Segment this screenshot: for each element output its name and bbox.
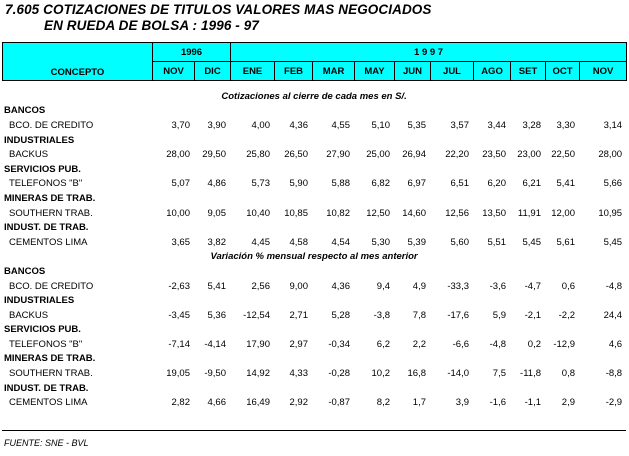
- table-title-line2: EN RUEDA DE BOLSA : 1996 - 97: [44, 18, 259, 33]
- value-cell: -9,50: [204, 368, 226, 380]
- value-cell: 5,45: [603, 236, 623, 248]
- value-cell: 24,4: [603, 309, 623, 321]
- table-row: [2, 147, 626, 162]
- item-label: CEMENTOS LIMA: [9, 397, 88, 409]
- item-label: SOUTHERN TRAB.: [9, 207, 93, 219]
- table-row: [2, 118, 626, 133]
- value-cell: 5,45: [522, 236, 541, 248]
- item-label: TELEFONOS "B": [9, 178, 83, 190]
- value-cell: 3,30: [556, 119, 575, 131]
- item-label: BACKUS: [9, 149, 49, 161]
- value-cell: 9,4: [376, 280, 390, 292]
- month-header: DIC: [195, 62, 231, 81]
- item-label: BCO. DE CREDITO: [9, 280, 94, 292]
- value-cell: 5,9: [492, 309, 506, 321]
- value-cell: 0,2: [527, 338, 541, 350]
- year-1996-header: 1996: [153, 43, 231, 62]
- value-cell: 16,49: [246, 397, 270, 409]
- month-header: MAR: [313, 62, 355, 81]
- table-row: [2, 337, 626, 352]
- category-label: BANCOS: [4, 265, 46, 277]
- value-cell: 25,80: [246, 149, 270, 161]
- value-cell: 4,9: [412, 280, 426, 292]
- value-cell: 5,41: [556, 178, 575, 190]
- value-cell: 23,00: [517, 149, 541, 161]
- value-cell: 2,97: [289, 338, 308, 350]
- category-label: BANCOS: [4, 105, 46, 117]
- item-label: BACKUS: [9, 309, 49, 321]
- table-header: [2, 42, 627, 81]
- value-cell: -14,0: [447, 368, 469, 380]
- table-title-line1: 7.605 COTIZACIONES DE TITULOS VALORES MAS NEGOCIADOS: [5, 2, 432, 17]
- value-cell: 5,61: [556, 236, 575, 248]
- value-cell: 12,50: [366, 207, 390, 219]
- section-title-row: [2, 250, 626, 265]
- value-cell: 27,90: [326, 149, 350, 161]
- value-cell: 5,90: [289, 178, 308, 190]
- value-cell: -2,2: [558, 309, 575, 321]
- table-row: [2, 177, 626, 192]
- value-cell: 4,33: [289, 368, 308, 380]
- value-cell: -2,1: [524, 309, 541, 321]
- value-cell: 4,66: [207, 397, 226, 409]
- value-cell: 4,58: [289, 236, 308, 248]
- value-cell: 19,05: [166, 368, 190, 380]
- value-cell: 6,20: [487, 178, 506, 190]
- month-header: MAY: [355, 62, 395, 81]
- value-cell: 5,88: [331, 178, 350, 190]
- category-label: INDUST. DE TRAB.: [4, 222, 89, 234]
- category-label: INDUST. DE TRAB.: [4, 382, 89, 394]
- value-cell: -0,34: [328, 338, 350, 350]
- value-cell: 16,8: [407, 368, 426, 380]
- value-cell: -3,8: [373, 309, 390, 321]
- value-cell: 10,00: [166, 207, 190, 219]
- year-1997-header: 1 9 9 7: [231, 43, 627, 62]
- value-cell: 3,90: [207, 119, 226, 131]
- month-header: NOV: [580, 62, 627, 81]
- value-cell: 10,85: [284, 207, 308, 219]
- value-cell: 4,36: [289, 119, 308, 131]
- value-cell: 4,6: [608, 338, 623, 350]
- value-cell: 4,45: [251, 236, 270, 248]
- value-cell: 10,2: [371, 368, 390, 380]
- value-cell: 3,28: [522, 119, 541, 131]
- category-row: [2, 220, 626, 235]
- value-cell: 3,57: [450, 119, 469, 131]
- value-cell: -4,7: [524, 280, 541, 292]
- value-cell: 0,8: [561, 368, 575, 380]
- section-title-row: [2, 89, 626, 104]
- table-row: [2, 395, 626, 410]
- category-row: [2, 352, 626, 367]
- category-row: [2, 381, 626, 396]
- value-cell: -2,9: [605, 397, 623, 409]
- value-cell: -2,63: [168, 280, 190, 292]
- value-cell: -17,6: [447, 309, 469, 321]
- value-cell: 13,50: [482, 207, 506, 219]
- value-cell: 5,39: [407, 236, 426, 248]
- month-header: AGO: [474, 62, 511, 81]
- source-note: FUENTE: SNE - BVL: [4, 438, 89, 448]
- value-cell: -33,3: [447, 280, 469, 292]
- value-cell: 23,50: [482, 149, 506, 161]
- category-row: [2, 264, 626, 279]
- value-cell: 12,00: [551, 207, 575, 219]
- value-cell: 2,2: [412, 338, 426, 350]
- category-row: [2, 162, 626, 177]
- category-row: [2, 191, 626, 206]
- value-cell: 2,82: [171, 397, 190, 409]
- value-cell: 6,21: [522, 178, 541, 190]
- value-cell: -1,6: [489, 397, 506, 409]
- value-cell: 4,54: [331, 236, 350, 248]
- category-label: INDUSTRIALES: [4, 295, 75, 307]
- concepto-header: CONCEPTO: [3, 43, 153, 81]
- value-cell: 9,05: [207, 207, 226, 219]
- value-cell: 3,82: [207, 236, 226, 248]
- value-cell: 1,7: [412, 397, 426, 409]
- section-title: Cotizaciones al cierre de cada mes en S/.: [221, 90, 407, 102]
- value-cell: 2,71: [289, 309, 308, 321]
- item-label: TELEFONOS "B": [9, 338, 83, 350]
- category-label: SERVICIOS PUB.: [4, 163, 81, 175]
- value-cell: 6,2: [376, 338, 390, 350]
- value-cell: 12,56: [445, 207, 469, 219]
- month-header: NOV: [153, 62, 195, 81]
- value-cell: 5,51: [487, 236, 506, 248]
- value-cell: 6,97: [407, 178, 426, 190]
- value-cell: 5,73: [251, 178, 270, 190]
- table-row: [2, 206, 626, 221]
- value-cell: 10,40: [246, 207, 270, 219]
- value-cell: 4,86: [207, 178, 226, 190]
- table-row: [2, 235, 626, 250]
- value-cell: 28,00: [166, 149, 190, 161]
- item-label: SOUTHERN TRAB.: [9, 368, 93, 380]
- value-cell: -4,8: [605, 280, 623, 292]
- value-cell: -6,6: [452, 338, 469, 350]
- value-cell: 28,00: [598, 149, 623, 161]
- category-label: MINERAS DE TRAB.: [4, 353, 96, 365]
- month-header: OCT: [546, 62, 580, 81]
- value-cell: 7,8: [412, 309, 426, 321]
- value-cell: 5,10: [371, 119, 390, 131]
- table-row: [2, 279, 626, 294]
- value-cell: 5,30: [371, 236, 390, 248]
- month-header: FEB: [275, 62, 313, 81]
- value-cell: 6,82: [371, 178, 390, 190]
- value-cell: -8,8: [605, 368, 623, 380]
- value-cell: 26,50: [284, 149, 308, 161]
- value-cell: 4,55: [331, 119, 350, 131]
- month-header: SET: [511, 62, 546, 81]
- value-cell: -0,28: [328, 368, 350, 380]
- value-cell: 2,56: [251, 280, 270, 292]
- bottom-rule: [2, 430, 626, 431]
- value-cell: 17,90: [246, 338, 270, 350]
- value-cell: 4,00: [251, 119, 270, 131]
- value-cell: 5,66: [603, 178, 623, 190]
- month-header: JUN: [395, 62, 431, 81]
- value-cell: -3,6: [489, 280, 506, 292]
- item-label: CEMENTOS LIMA: [9, 236, 88, 248]
- value-cell: 10,82: [326, 207, 350, 219]
- value-cell: 29,50: [202, 149, 226, 161]
- value-cell: 4,36: [331, 280, 350, 292]
- value-cell: 8,2: [376, 397, 390, 409]
- category-label: SERVICIOS PUB.: [4, 324, 81, 336]
- value-cell: -12,54: [243, 309, 270, 321]
- value-cell: -4,14: [204, 338, 226, 350]
- value-cell: 0,6: [561, 280, 575, 292]
- value-cell: 9,00: [289, 280, 308, 292]
- category-row: [2, 133, 626, 148]
- value-cell: -12,9: [553, 338, 575, 350]
- value-cell: 5,41: [207, 280, 226, 292]
- section-title: Variación % mensual respecto al mes anterior: [210, 251, 418, 263]
- value-cell: 3,65: [171, 236, 190, 248]
- value-cell: -0,87: [328, 397, 350, 409]
- category-row: [2, 104, 626, 119]
- table-row: [2, 366, 626, 381]
- month-header: ENE: [231, 62, 275, 81]
- value-cell: -11,8: [520, 368, 541, 380]
- value-cell: 25,00: [366, 149, 390, 161]
- table-row: [2, 308, 626, 323]
- value-cell: -4,8: [489, 338, 506, 350]
- month-header: JUL: [431, 62, 474, 81]
- value-cell: 7,5: [492, 368, 506, 380]
- value-cell: 14,60: [402, 207, 426, 219]
- value-cell: 22,20: [445, 149, 469, 161]
- value-cell: 5,60: [450, 236, 469, 248]
- value-cell: 5,28: [331, 309, 350, 321]
- value-cell: 14,92: [246, 368, 270, 380]
- value-cell: 3,9: [455, 397, 469, 409]
- value-cell: 10,95: [598, 207, 623, 219]
- value-cell: -1,1: [524, 397, 541, 409]
- value-cell: 3,44: [487, 119, 506, 131]
- value-cell: 3,14: [603, 119, 623, 131]
- value-cell: 2,9: [561, 397, 575, 409]
- value-cell: 22,50: [551, 149, 575, 161]
- value-cell: 26,94: [402, 149, 426, 161]
- category-label: INDUSTRIALES: [4, 134, 75, 146]
- value-cell: 11,91: [517, 207, 541, 219]
- value-cell: 3,70: [171, 119, 190, 131]
- category-row: [2, 293, 626, 308]
- value-cell: 5,36: [207, 309, 226, 321]
- value-cell: 2,92: [289, 397, 308, 409]
- value-cell: -7,14: [168, 338, 190, 350]
- value-cell: 6,51: [450, 178, 469, 190]
- value-cell: 5,07: [171, 178, 190, 190]
- item-label: BCO. DE CREDITO: [9, 119, 94, 131]
- category-row: [2, 323, 626, 338]
- data-table: [2, 89, 626, 410]
- value-cell: -3,45: [168, 309, 190, 321]
- value-cell: 5,35: [407, 119, 426, 131]
- category-label: MINERAS DE TRAB.: [4, 192, 96, 204]
